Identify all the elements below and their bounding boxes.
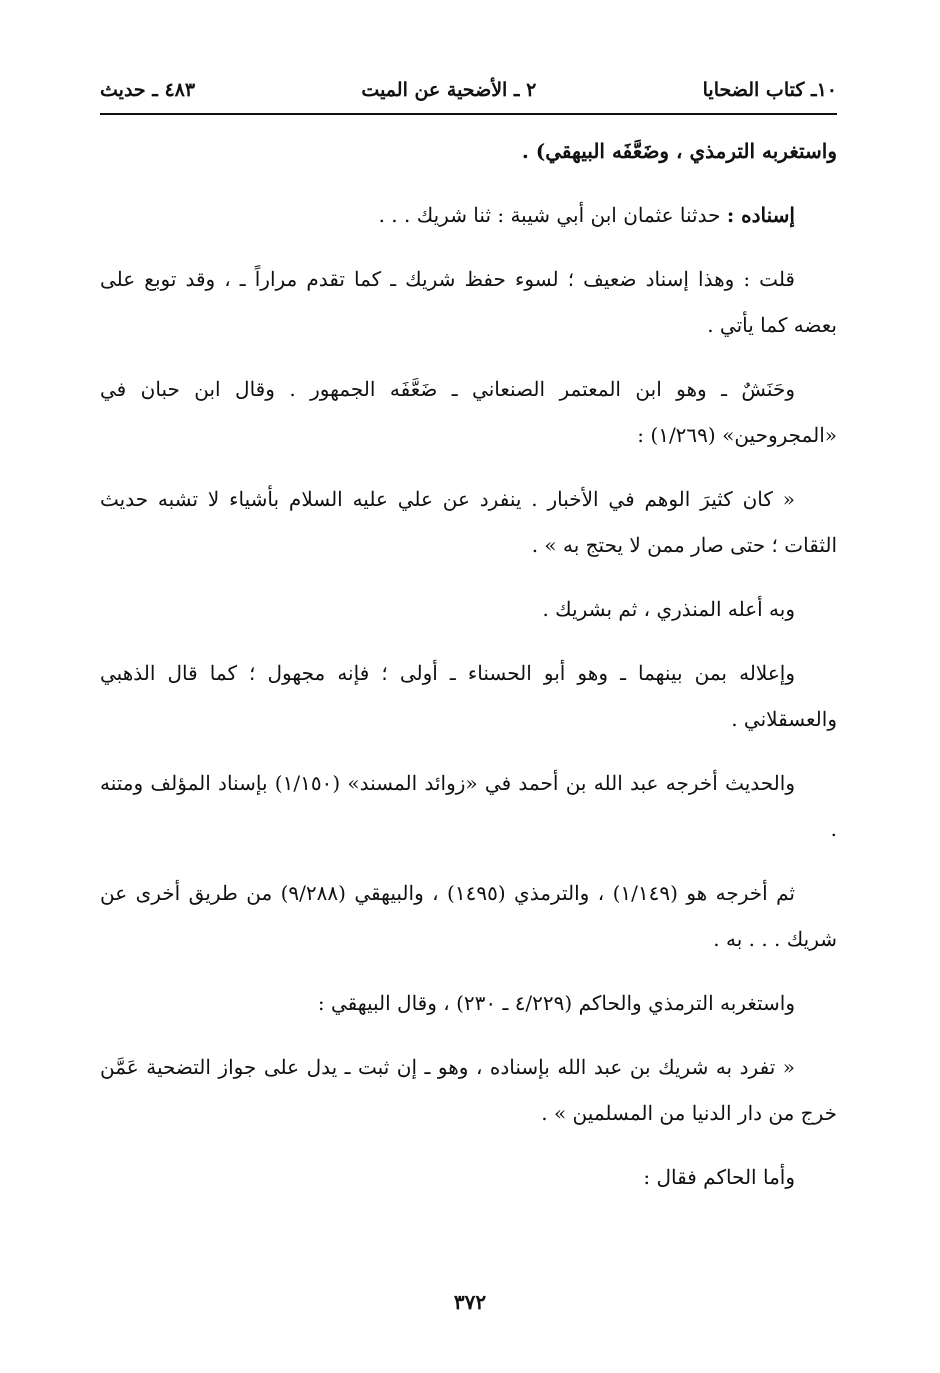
header-hadith-number: ٤٨٣ ـ حديث [100, 79, 196, 101]
header-chapter: ١٠ـ كتاب الضحايا [702, 79, 837, 101]
header-section: ٢ ـ الأضحية عن الميت [361, 79, 537, 101]
paragraph-1: واستغربه الترمذي ، وضَعَّفَه البيهقي) . [521, 139, 837, 163]
running-header [100, 70, 837, 110]
paragraph-7: وإعلاله بمن بينهما ـ وهو أبو الحسناء ـ أولى ؛ فإنه مجهول ؛ كما قال الذهبي والعسقلاني . [100, 661, 837, 731]
isnad-text: حدثنا عثمان ابن أبي شيبة : ثنا شريك . . . [378, 203, 721, 227]
paragraph-5: « كان كثيرَ الوهم في الأخبار . ينفرد عن علي عليه السلام بأشياء لا تشبه حديث الثقات ؛ حتى صار ممن لا يحتج به » . [100, 487, 837, 557]
header-rule [100, 113, 837, 115]
paragraph-9: ثم أخرجه هو (١/١٤٩) ، والترمذي (١٤٩٥) ، والبيهقي (٩/٢٨٨) من طريق أخرى عن شريك . . . به . [100, 881, 837, 951]
page-body [100, 128, 837, 1218]
paragraph-12: وأما الحاكم فقال : [643, 1165, 795, 1189]
paragraph-11: « تفرد به شريك بن عبد الله بإسناده ، وهو ـ إن ثبت ـ يدل على جواز التضحية عَمَّن خرج من دار الدنيا من المسلمين » . [100, 1055, 837, 1125]
page-number: ٣٧٢ [453, 1290, 487, 1314]
paragraph-8: والحديث أخرجه عبد الله بن أحمد في «زوائد المسند» (١/١٥٠) بإسناد المؤلف ومتنه . [100, 771, 837, 841]
paragraph-3: قلت : وهذا إسناد ضعيف ؛ لسوء حفظ شريك ـ كما تقدم مراراً ـ ، وقد توبع على بعضه كما يأتي . [100, 267, 837, 337]
paragraph-isnad [100, 192, 837, 238]
paragraph-4: وحَنَشٌ ـ وهو ابن المعتمر الصنعاني ـ ضَعَّفَه الجمهور . وقال ابن حبان في «المجروحين» (١/٢٦٩) : [100, 377, 837, 447]
paragraph-10: واستغربه الترمذي والحاكم (٤/٢٢٩ ـ ٢٣٠) ، وقال البيهقي : [317, 991, 795, 1015]
paragraph-6: وبه أعله المنذري ، ثم بشريك . [542, 597, 795, 621]
isnad-label: إسناده : [726, 203, 795, 227]
